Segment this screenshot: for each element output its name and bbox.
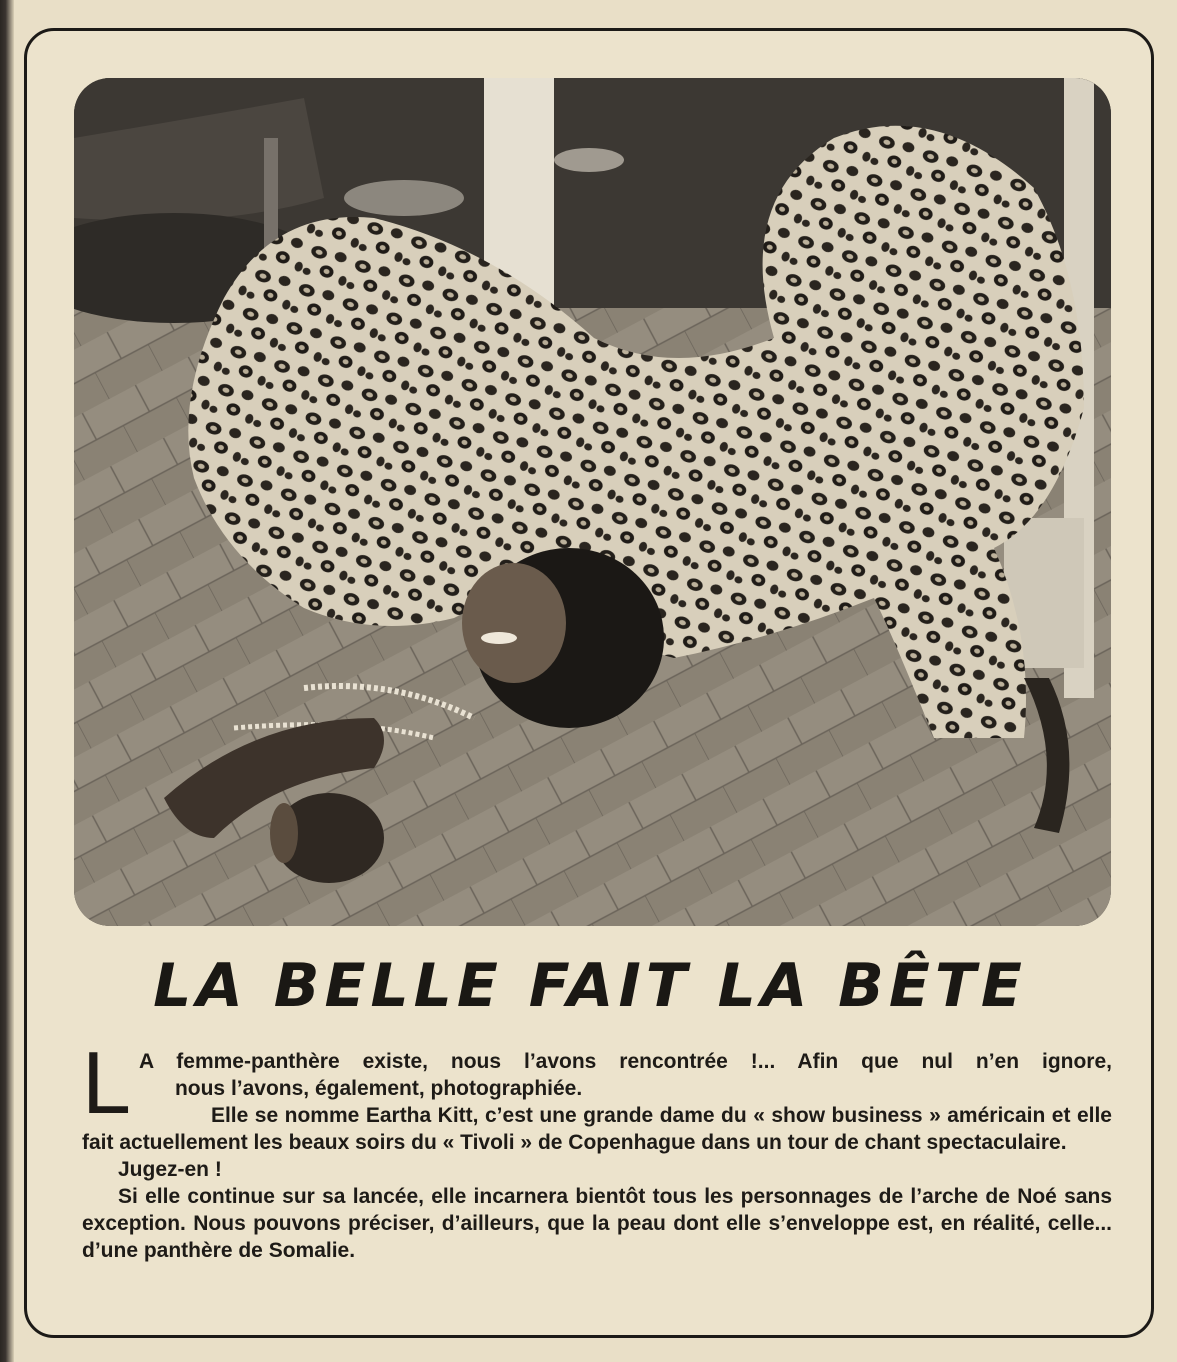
paragraph-4: Si elle continue sur sa lancée, elle incarnera bientôt tous les personnages de l’arche de Noé sans exception. Nous pouvons préciser, d’ailleurs, que la peau dont elle s’enveloppe est, en réalité, celle... d’une panthère de Somalie. [82,1185,1112,1262]
page-edge [0,0,14,1362]
drop-cap: L [82,1033,131,1132]
paragraph-3: Jugez-en ! [118,1158,222,1181]
paragraph-1-line-2: nous l’avons, également, photographiée. [174,1077,583,1100]
paragraph-2: Elle se nomme Eartha Kitt, c’est une grande dame du « show business » américain et elle fait actuellement les beaux soirs du « Tivoli » de Copenhague dans un tour de chant spectaculaire. [82,1104,1112,1154]
article-photo [74,78,1111,926]
paragraph-1-line-1-text: A femme-panthère existe, nous l’avons rencontrée !... Afin que nul n’en ignore, [138,1050,1112,1073]
photo-illustration [74,78,1111,926]
article-body [82,1033,1112,1264]
headline: LA BELLE FAIT LA BÊTE [153,951,1027,1021]
paragraph-1-line-1 [82,1048,1112,1075]
